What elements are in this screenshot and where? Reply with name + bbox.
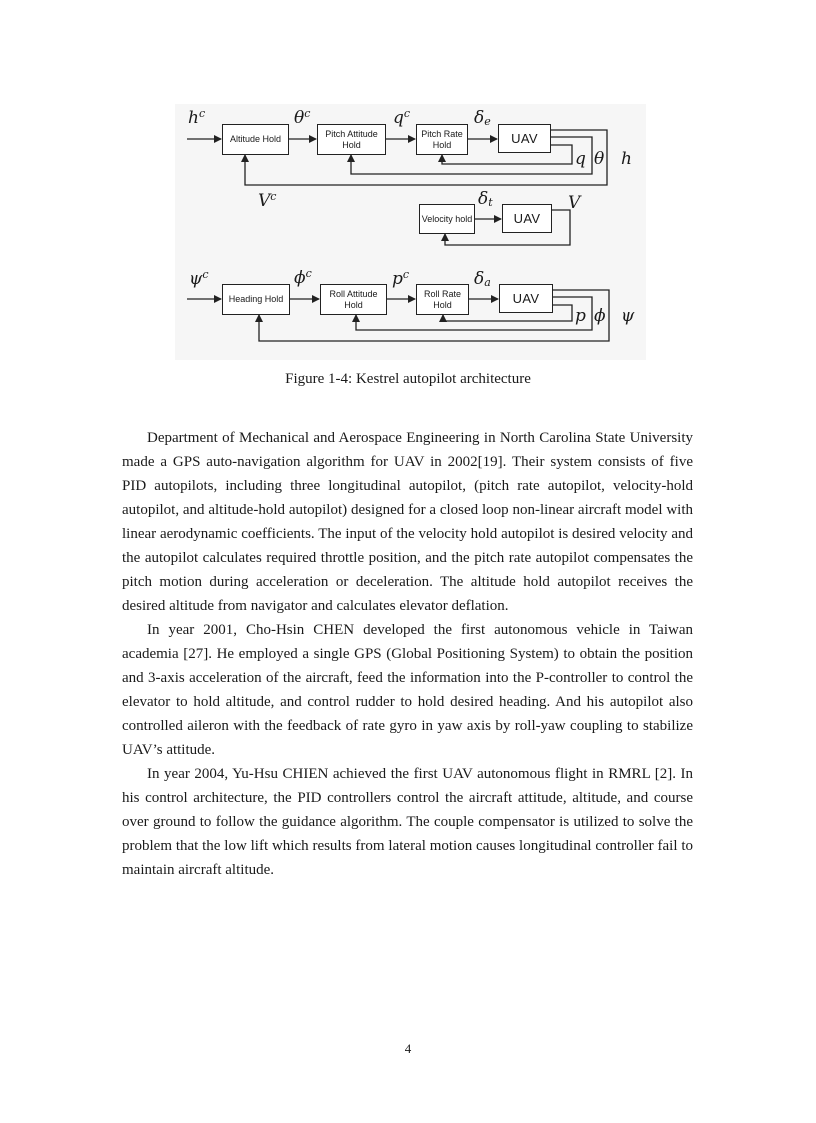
- roll-rate-command-label: $p^c$: [392, 268, 410, 289]
- p-feedback-label: p: [575, 306, 586, 326]
- psi-feedback-label: ψ: [621, 306, 635, 326]
- throttle-deflection-label: $\delta_t$: [478, 189, 493, 209]
- aileron-deflection-label: $\delta_a$: [474, 269, 491, 289]
- body-text: [122, 426, 693, 882]
- pitch-rate-command-label: $q^c$: [393, 107, 411, 128]
- pitch-attitude-hold-block: Pitch Attitude Hold: [317, 124, 386, 155]
- roll-command-label: $\phi^c$: [294, 267, 312, 288]
- altitude-hold-block: Altitude Hold: [222, 124, 289, 155]
- page-number: 4: [404, 1041, 412, 1056]
- phi-feedback-label: ϕ: [594, 306, 606, 326]
- q-feedback-label: q: [575, 149, 586, 169]
- paragraph: Department of Mechanical and Aerospace Engineering in North Carolina State University made a GPS auto-navigation algorithm for UAV in 2002[19]. Their system consists of five PID autopilots, including three longitudinal autopilot, (pitch rate autopilot, velocity-hold autopilot, and altitude-hold autopilot) designed for a closed loop non-linear aircraft model with linear aerodynamic coefficients. The input of the velocity hold autopilot is desired velocity and the autopilot calculates required throttle position, and the pitch rate autopilot compensates the pitch motion during acceleration or deceleration. The altitude hold autopilot receives the desired altitude from navigator and calculates elevator deflation.: [122, 430, 693, 614]
- uav-block-lateral: UAV: [499, 284, 553, 313]
- pitch-rate-hold-block: Pitch Rate Hold: [416, 124, 468, 155]
- paragraph: In year 2004, Yu-Hsu CHIEN achieved the first UAV autonomous flight in RMRL [2]. In his control architecture, the PID controllers control the aircraft attitude, altitude, and course over ground to follow the guidance algorithm. The couple compensator is utilized to solve the problem that the low lift which results from lateral motion causes longitudinal controller fail to maintain aircraft altitude.: [122, 766, 693, 878]
- pitch-command-label: $\theta^c$: [294, 107, 311, 128]
- uav-block-velocity: UAV: [502, 204, 552, 233]
- elevator-deflection-label: $\delta_e$: [474, 108, 491, 128]
- autopilot-architecture-figure: [175, 104, 646, 360]
- figure-caption: Figure 1-4: Kestrel autopilot architecture: [285, 371, 531, 387]
- velocity-output-label: V: [568, 193, 581, 213]
- h-feedback-label: h: [621, 149, 632, 169]
- altitude-command-label: $h^c$: [188, 107, 206, 128]
- roll-rate-hold-block: Roll Rate Hold: [416, 284, 469, 315]
- velocity-command-label: $V^c$: [258, 190, 277, 211]
- roll-attitude-hold-block: Roll Attitude Hold: [320, 284, 387, 315]
- heading-hold-block: Heading Hold: [222, 284, 290, 315]
- heading-command-label: $\psi^c$: [189, 268, 209, 289]
- uav-block-longitudinal: UAV: [498, 124, 551, 153]
- paragraph: In year 2001, Cho-Hsin CHEN developed the first autonomous vehicle in Taiwan academia [27]. He employed a single GPS (Global Positioning System) to obtain the position and 3-axis acceleration of the aircraft, feed the information into the P-controller to control the elevator to hold altitude, and control rudder to hold desired heading. And his autopilot also controlled aileron with the feedback of rate gyro in yaw axis by roll-yaw coupling to stabilize UAV’s attitude.: [122, 622, 693, 758]
- velocity-hold-block: Velocity hold: [419, 204, 475, 234]
- theta-feedback-label: θ: [594, 149, 605, 169]
